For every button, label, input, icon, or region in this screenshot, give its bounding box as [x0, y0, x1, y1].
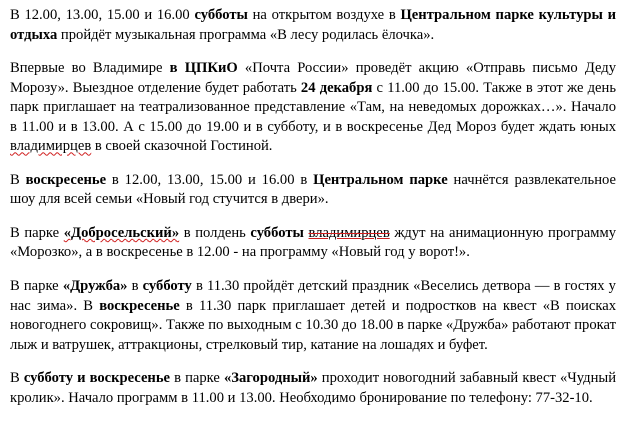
body-text: В [10, 171, 26, 188]
paragraph [10, 369, 616, 408]
emphasis-text: субботу и воскресенье [23, 370, 171, 387]
emphasis-text: «Дружба» [62, 278, 128, 295]
emphasis-text: воскресенье [25, 171, 107, 188]
body-text: «Почта России» проведёт акцию «Отправь письмо Деду Морозу». Выездное отделение будет работать [10, 60, 617, 96]
emphasis-text: субботы [194, 7, 248, 23]
paragraph [10, 59, 616, 157]
paragraph [10, 224, 616, 263]
body-text: с 11.00 до 15.00. Также в этот же день парк приглашает на театрализованное представление «Там, на неведомых дорожках…». Начало в 11.00 и в 13.00. А с 15.00 до 19.00 и в субботу, и в воскресенье Дед Мороз будет ждать юных [10, 79, 616, 135]
body-text: В парке [10, 278, 63, 295]
paragraph [10, 6, 616, 45]
emphasis-text: «Загородный» [223, 370, 318, 387]
emphasis-text: Центральном парке культуры и отдыха [10, 7, 616, 43]
paragraph [10, 277, 616, 355]
spelling-error-text: «Добросельский» [63, 224, 180, 241]
body-text: в своей сказочной Гостиной. [91, 138, 273, 155]
body-text: в 12.00, 13.00, 15.00 и 16.00 в [106, 171, 314, 188]
emphasis-text: Центральном парке [313, 171, 448, 188]
emphasis-text: 24 декабря [300, 79, 373, 96]
body-text: В парке [10, 224, 64, 241]
paragraph-list [10, 6, 616, 408]
body-text: в 11.30 пройдёт детский праздник «Веселись детвора — в гостях у нас зима». В [10, 278, 616, 314]
emphasis-text: в ЦПКиО [169, 60, 238, 77]
body-text: начнётся развлекательное шоу для всей семьи «Новый год стучится в двери». [10, 171, 616, 208]
emphasis-text: воскресенье [99, 297, 180, 314]
body-text: ждут на анимационную программу «Морозко», а в воскресенье в 12.00 - на программу «Новый год у ворот!». [10, 224, 616, 261]
body-text: проходит новогодний забавный квест «Чудный кролик». Начало программ в 11.00 и 13.00. Необходимо бронирование по телефону: 77-32-10. [10, 370, 616, 406]
body-text: В 12.00, 13.00, 15.00 и 16.00 [10, 7, 195, 23]
body-text: пройдёт музыкальная программа «В лесу родилась ёлочка». [57, 26, 435, 43]
emphasis-text: субботы [250, 224, 304, 241]
body-text: на открытом воздухе в [247, 7, 401, 23]
paragraph [10, 171, 616, 210]
body-text: Впервые во Владимире [10, 60, 170, 77]
body-text: в 11.30 парк приглашает детей и подростков на квест «В поисках новогоднего сокровищ». Также по выходным с 10.30 до 18.00 в парке «Дружба» работают прокат лыж и ватрушек, аттракционы, стрелковый тир, катание на лошадях и буфет. [10, 297, 616, 353]
body-text: в полдень [179, 224, 251, 241]
body-text: В [10, 370, 24, 387]
body-text: в [127, 278, 143, 295]
emphasis-text: субботу [142, 278, 192, 295]
deleted-error-text: владимирцев [308, 224, 390, 241]
spelling-error-text: владимирцев [10, 138, 92, 155]
body-text: в парке [170, 370, 224, 387]
